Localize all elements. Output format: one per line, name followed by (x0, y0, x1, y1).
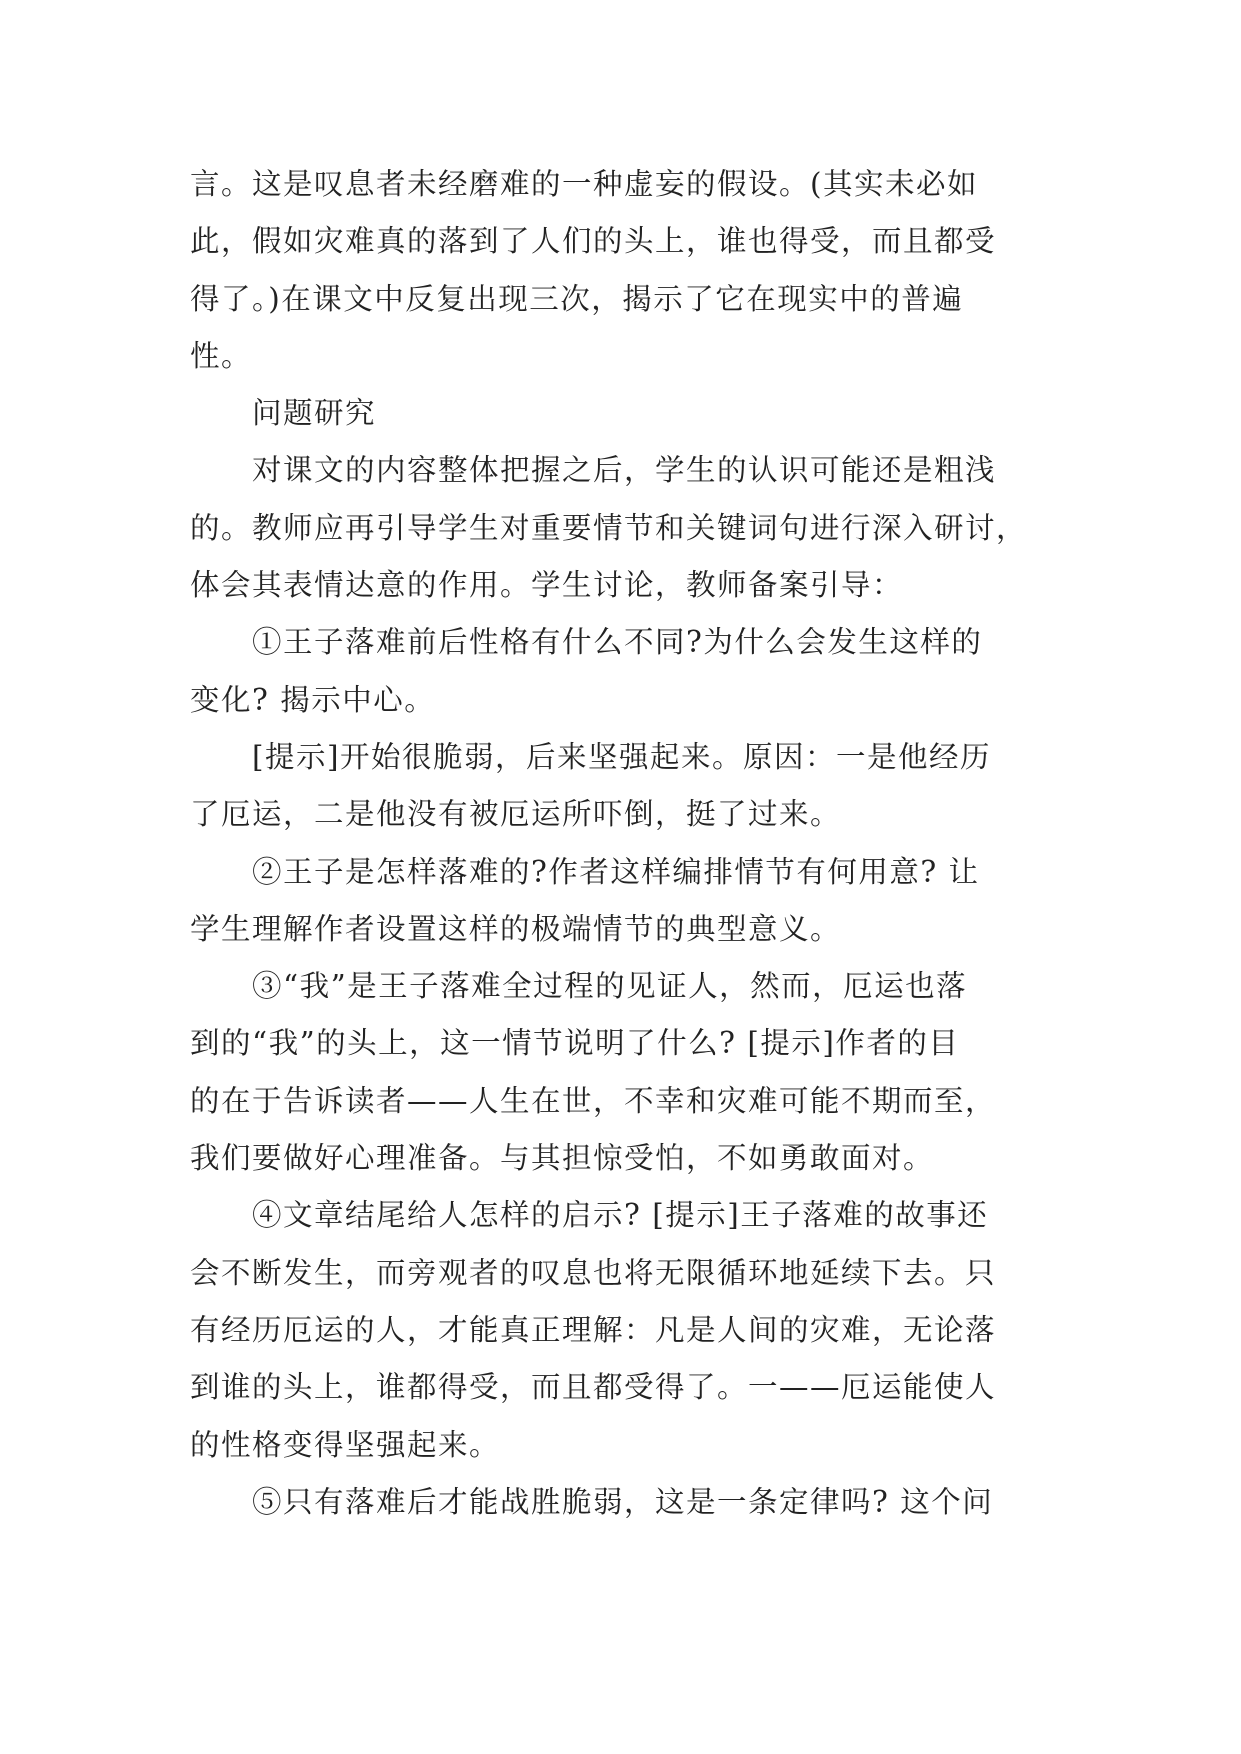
question-4: ④文章结尾给人怎样的启示? [提示]王子落难的故事还 (252, 1198, 989, 1233)
text-line: 有经历厄运的人，才能真正理解：凡是人间的灾难，无论落 (190, 1312, 997, 1347)
text-line: 的。教师应再引导学生对重要情节和关键词句进行深入研讨， (190, 510, 1028, 545)
text-line: 得了。)在课文中反复出现三次，揭示了它在现实中的普遍 (190, 281, 964, 316)
text-line: 的性格变得坚强起来。 (190, 1427, 501, 1462)
text-line: 到的“我”的头上，这一情节说明了什么? [提示]作者的目 (190, 1026, 960, 1061)
hint-paragraph: [提示]开始很脆弱，后来坚强起来。原因：一是他经历 (252, 739, 992, 774)
text-line: 学生理解作者设置这样的极端情节的典型意义。 (190, 911, 842, 946)
question-5: ⑤只有落难后才能战胜脆弱，这是一条定律吗? 这个问 (252, 1484, 994, 1519)
text-line: 言。这是叹息者未经磨难的一种虚妄的假设。(其实未必如 (190, 167, 979, 201)
text-line: 此，假如灾难真的落到了人们的头上，谁也得受，而且都受 (190, 224, 997, 259)
text-line: 了厄运，二是他没有被厄运所吓倒，挺了过来。 (190, 797, 842, 832)
text-line: 到谁的头上，谁都得受，而且都受得了。一——厄运能使人 (190, 1370, 997, 1405)
question-1: ①王子落难前后性格有什么不同?为什么会发生这样的 (252, 625, 983, 660)
text-line: 我们要做好心理准备。与其担惊受怕，不如勇敢面对。 (190, 1141, 935, 1176)
text-line: 的在于告诉读者——人生在世，不幸和灾难可能不期而至， (190, 1083, 997, 1118)
question-3: ③“我”是王子落难全过程的见证人，然而，厄运也落 (252, 969, 968, 1004)
question-2: ②王子是怎样落难的?作者这样编排情节有何用意? 让 (252, 854, 980, 889)
text-line: 会不断发生，而旁观者的叹息也将无限循环地延续下去。只 (190, 1255, 997, 1290)
text-line: 对课文的内容整体把握之后，学生的认识可能还是粗浅 (252, 453, 997, 488)
text-line: 变化? 揭示中心。 (190, 682, 436, 717)
text-line: 体会其表情达意的作用。学生讨论，教师备案引导： (190, 568, 904, 603)
text-line: 性。 (190, 338, 253, 373)
body-text (190, 156, 1060, 1531)
section-heading: 问题研究 (252, 396, 377, 431)
